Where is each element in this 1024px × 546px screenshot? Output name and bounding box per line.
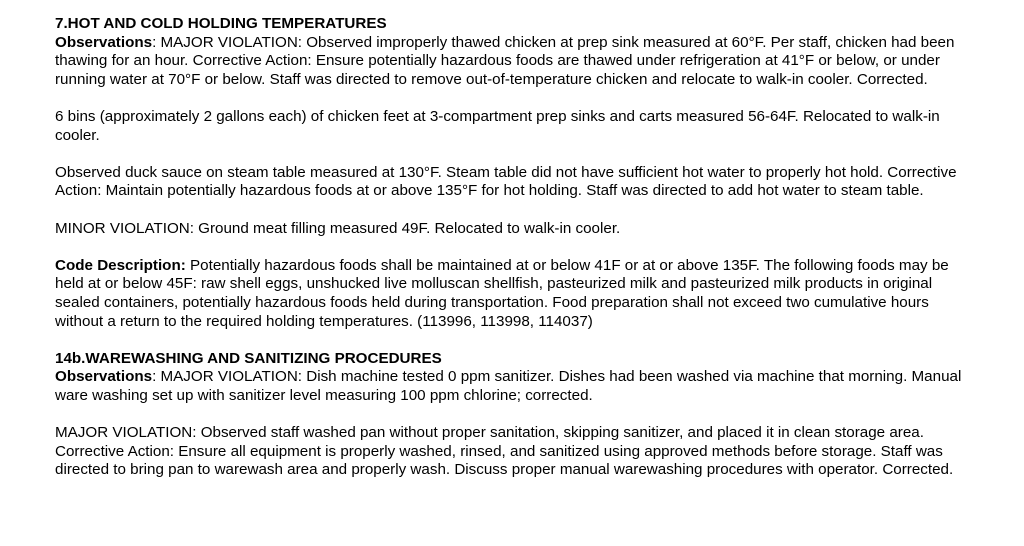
- paragraph-gap: [55, 201, 975, 220]
- paragraph-gap: [55, 238, 975, 257]
- section-title: 7.HOT AND COLD HOLDING TEMPERATURES: [55, 15, 387, 32]
- observations-label: Observations: [55, 368, 153, 386]
- observations-label: Observations: [55, 33, 153, 51]
- section-hot-cold-holding: [55, 15, 975, 331]
- paragraph-gap: [55, 89, 975, 108]
- observation-paragraph: MINOR VIOLATION: Ground meat filling measured 49F. Relocated to walk-in cooler.: [55, 219, 621, 237]
- observations-text: : MAJOR VIOLATION: Observed improperly thawed chicken at prep sink measured at 60°F. Per staff, chicken had been thawing for an hour. Corrective Action: Ensure potentially hazardous foods are thawed under refrigeration at 41°F or below, or under running water at 70°F or below. Staff was directed to remove out-of-temperature chicken and relocate to walk-in cooler. Corrected.: [55, 33, 955, 88]
- code-description-text: Potentially hazardous foods shall be maintained at or below 41F or at or above 135F. The following foods may be held at or below 45F: raw shell eggs, unshucked live molluscan shellfish, pasteurized milk and pasteurized milk products in original sealed containers, potentially hazardous foods held during transportation. Food preparation shall not exceed two cumulative hours without a return to the required holding temperatures. (113996, 113998, 114037): [55, 256, 949, 330]
- observations-paragraph: [55, 368, 975, 405]
- observation-paragraph: MAJOR VIOLATION: Observed staff washed pan without proper sanitation, skipping sanitizer, and placed it in clean storage area. Corrective Action: Ensure all equipment is properly washed, rinsed, and sanitized using approved methods before storage. Staff was directed to bring pan to warewash area and properly wash. Discuss proper manual warewashing procedures with operator. Corrected.: [55, 424, 954, 479]
- section-title: 14b.WAREWASHING AND SANITIZING PROCEDURES: [55, 349, 442, 367]
- section-warewashing: [55, 350, 975, 480]
- paragraph-gap: [55, 145, 975, 164]
- observations-paragraph: [55, 34, 975, 90]
- observation-paragraph: Observed duck sauce on steam table measured at 130°F. Steam table did not have sufficient hot water to properly hot hold. Corrective Action: Maintain potentially hazardous foods at or above 135°F for hot holding. Staff was directed to add hot water to steam table.: [55, 163, 957, 200]
- paragraph-gap: [55, 405, 975, 424]
- code-description-paragraph: [55, 257, 975, 331]
- observations-text: : MAJOR VIOLATION: Dish machine tested 0 ppm sanitizer. Dishes had been washed via machine that morning. Manual ware washing set up with sanitizer level measuring 100 ppm chlorine; corrected.: [55, 368, 962, 404]
- inspection-report: [55, 15, 975, 480]
- code-description-label: Code Description:: [55, 256, 186, 274]
- section-gap: [55, 331, 975, 350]
- observation-paragraph: 6 bins (approximately 2 gallons each) of chicken feet at 3-compartment prep sinks and carts measured 56-64F. Relocated to walk-in cooler.: [55, 107, 940, 144]
